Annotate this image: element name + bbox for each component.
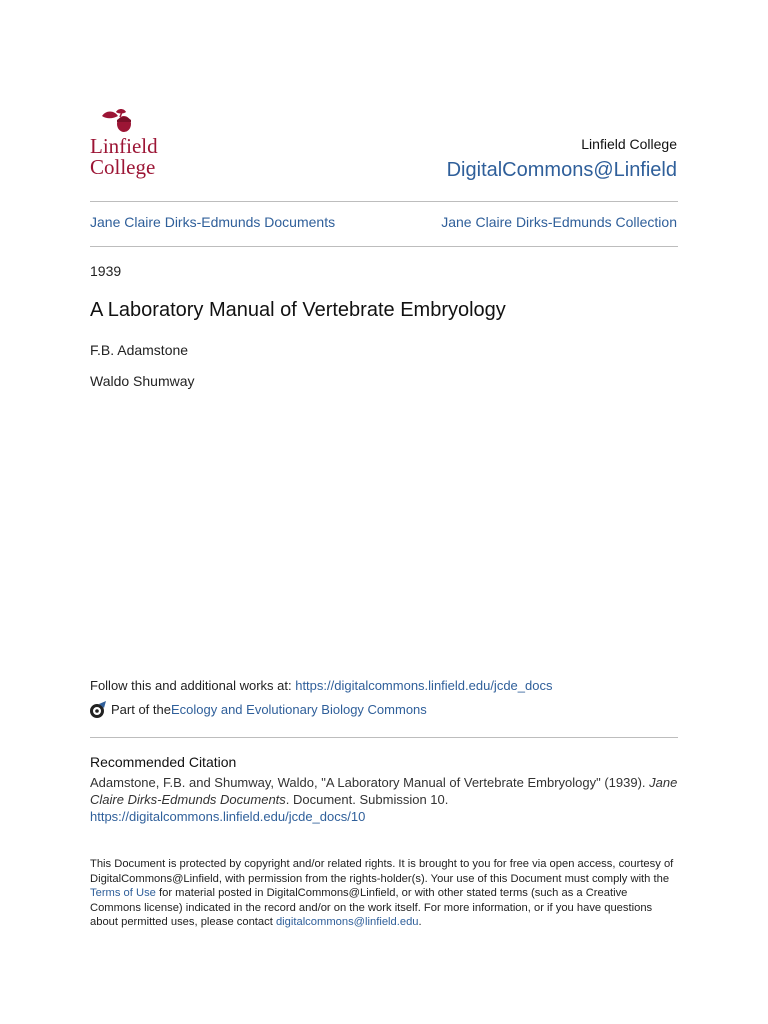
acorn-leaf-icon: [100, 108, 140, 136]
document-title: A Laboratory Manual of Vertebrate Embryology: [90, 299, 506, 321]
collection-documents-link[interactable]: Jane Claire Dirks-Edmunds Documents: [90, 214, 336, 230]
terms-of-use-link[interactable]: Terms of Use: [90, 887, 156, 900]
rights-text: .: [418, 916, 422, 929]
logo-text-line2: College: [90, 155, 156, 179]
institution-name: Linfield College: [581, 136, 677, 152]
linfield-logo: [90, 108, 180, 183]
author-name: Waldo Shumway: [90, 373, 195, 389]
logo-text-line1: Linfield: [90, 134, 158, 158]
contact-email-link[interactable]: digitalcommons@linfield.edu: [275, 916, 419, 929]
follow-line: [90, 678, 552, 693]
citation-heading: Recommended Citation: [90, 754, 237, 770]
divider-citation: [90, 737, 678, 738]
part-of-prefix: Part of the: [111, 702, 171, 717]
part-of-line: [90, 700, 427, 719]
citation-body: [90, 774, 680, 825]
rights-text: This Document is protected by copyright and/or related rights. It is brought to you for free via open access, courtesy of DigitalCommons@Linfield, with permission from the rights-holder(s). Your use of this Document must comply with the: [90, 858, 674, 885]
divider-top: [90, 201, 678, 202]
institution-block: [447, 135, 677, 183]
follow-link[interactable]: https://digitalcommons.linfield.edu/jcde_docs: [295, 678, 553, 693]
commons-link[interactable]: Ecology and Evolutionary Biology Commons: [170, 702, 427, 717]
rights-statement: [90, 857, 680, 930]
repository-link[interactable]: DigitalCommons@Linfield: [446, 159, 677, 181]
citation-suffix: . Document. Submission 10.: [285, 792, 449, 807]
follow-prefix: Follow this and additional works at:: [90, 678, 296, 693]
rights-text: for material posted in DigitalCommons@Linfield, or with other stated terms (such as a Creative Commons license) indicated in the record and/or on the work itself. For more information, or if you have questions about permitted uses, please contact: [90, 887, 653, 929]
citation-series: Jane Claire Dirks-Edmunds Documents: [90, 775, 678, 807]
document-year: 1939: [90, 263, 122, 279]
open-access-icon: [90, 700, 107, 719]
author-name: F.B. Adamstone: [90, 342, 189, 358]
divider-nav: [90, 246, 678, 247]
citation-text: Adamstone, F.B. and Shumway, Waldo, "A Laboratory Manual of Vertebrate Embryology" (1939).: [90, 775, 650, 790]
citation-link[interactable]: https://digitalcommons.linfield.edu/jcde_docs/10: [90, 809, 366, 824]
collection-link[interactable]: Jane Claire Dirks-Edmunds Collection: [441, 214, 677, 230]
